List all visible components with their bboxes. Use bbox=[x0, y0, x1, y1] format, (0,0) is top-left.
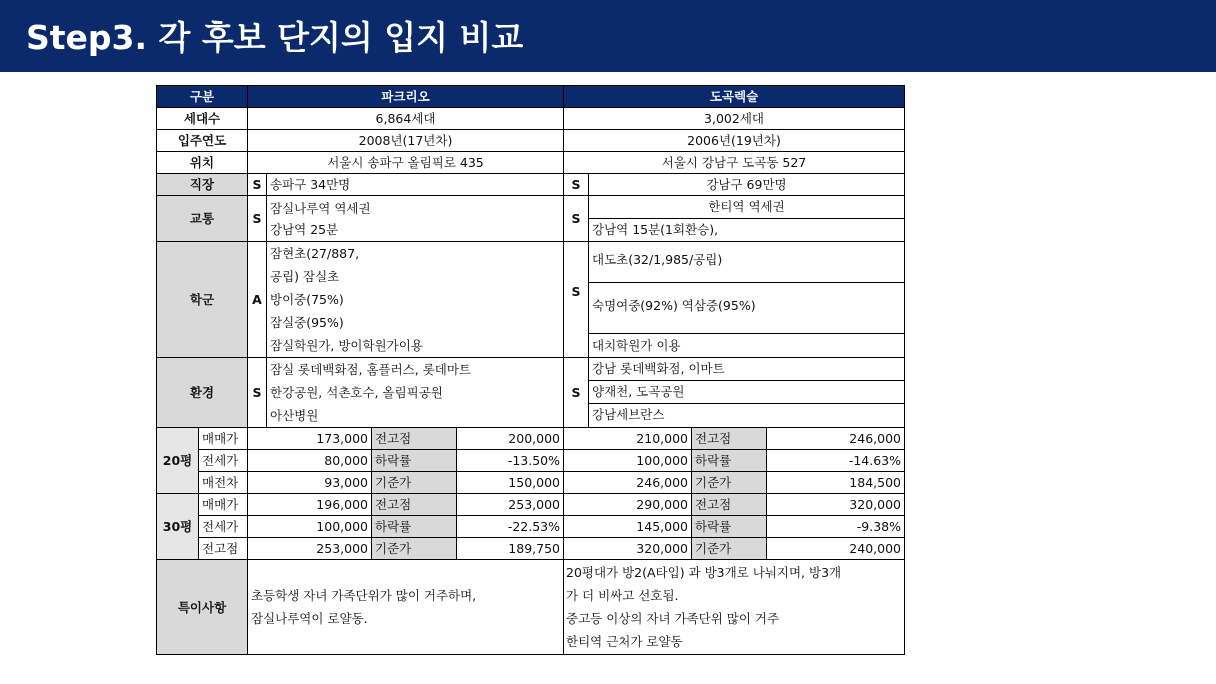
price-a-key: 전고점 bbox=[372, 428, 457, 450]
col-category: 구분 bbox=[157, 86, 248, 108]
env-a-line2: 한강공원, 석촌호수, 올림픽공원 bbox=[270, 385, 443, 400]
price-a-key: 기준가 bbox=[372, 472, 457, 494]
price-a-key-value: 253,000 bbox=[457, 494, 564, 516]
price-a-value: 253,000 bbox=[248, 538, 372, 560]
school-b-line3: 대치학원가 이용 bbox=[592, 338, 681, 353]
price-b-key-value: 184,500 bbox=[767, 472, 905, 494]
notes-b-line2: 가 더 비싸고 선호됨. bbox=[566, 588, 679, 603]
price-row bbox=[157, 538, 905, 560]
price-a-key: 전고점 bbox=[372, 494, 457, 516]
transport-b-line1: 한티역 역세권 bbox=[589, 196, 904, 219]
price-a-value: 80,000 bbox=[248, 450, 372, 472]
location-a: 서울시 송파구 올림픽로 435 bbox=[248, 152, 564, 174]
price-b-key: 하락률 bbox=[692, 516, 767, 538]
price-key: 매전차 bbox=[199, 472, 248, 494]
price-a-key-value: 189,750 bbox=[457, 538, 564, 560]
grade-work-b: S bbox=[564, 174, 589, 195]
price-b-value: 290,000 bbox=[564, 494, 692, 516]
price-key: 매매가 bbox=[199, 428, 248, 450]
transport-a-line1: 잠실나루역 역세권 bbox=[270, 200, 371, 216]
price-b-key: 기준가 bbox=[692, 538, 767, 560]
price-b-key: 전고점 bbox=[692, 494, 767, 516]
price-row bbox=[157, 494, 905, 516]
households-a: 6,864세대 bbox=[248, 108, 564, 130]
row-school bbox=[157, 242, 905, 358]
label-households: 세대수 bbox=[157, 108, 248, 130]
price-a-key-value: 150,000 bbox=[457, 472, 564, 494]
price-b-key-value: 240,000 bbox=[767, 538, 905, 560]
price-a-value: 173,000 bbox=[248, 428, 372, 450]
school-b-line1: 대도초(32/1,985/공립) bbox=[589, 242, 904, 283]
price-b-key-value: -14.63% bbox=[767, 450, 905, 472]
notes-a-line2: 잠실나루역이 로얄동. bbox=[251, 611, 368, 626]
price-a-key-value: -13.50% bbox=[457, 450, 564, 472]
school-a-line2: 공립) 잠실초 bbox=[270, 269, 340, 284]
grade-school-b: S bbox=[564, 242, 589, 357]
price-key: 매매가 bbox=[199, 494, 248, 516]
label-20py: 20평 bbox=[157, 428, 199, 494]
env-a-line3: 아산병원 bbox=[270, 408, 319, 423]
price-a-key: 기준가 bbox=[372, 538, 457, 560]
price-b-value: 145,000 bbox=[564, 516, 692, 538]
work-b: 강남구 69만명 bbox=[706, 177, 787, 192]
move-in-b: 2006년(19년차) bbox=[564, 130, 905, 152]
label-move-in: 입주연도 bbox=[157, 130, 248, 152]
price-a-value: 196,000 bbox=[248, 494, 372, 516]
row-transport bbox=[157, 196, 905, 242]
price-a-value: 93,000 bbox=[248, 472, 372, 494]
price-row bbox=[157, 450, 905, 472]
households-b: 3,002세대 bbox=[564, 108, 905, 130]
notes-b-line4: 한티역 근처가 로얄동 bbox=[566, 634, 683, 649]
price-b-key-value: 320,000 bbox=[767, 494, 905, 516]
comparison-table bbox=[156, 85, 905, 655]
grade-transport-a: S bbox=[248, 196, 267, 242]
price-row bbox=[157, 428, 905, 450]
school-a-line4: 잠실중(95%) bbox=[270, 315, 344, 330]
page-title: Step3. 각 후보 단지의 입지 비교 bbox=[26, 18, 524, 57]
env-b-line3: 강남세브란스 bbox=[592, 407, 665, 422]
price-b-key: 하락률 bbox=[692, 450, 767, 472]
grade-env-b: S bbox=[564, 358, 589, 427]
row-work bbox=[157, 174, 905, 196]
price-b-key-value: 246,000 bbox=[767, 428, 905, 450]
header-bar bbox=[0, 0, 1216, 72]
price-a-key-value: 200,000 bbox=[457, 428, 564, 450]
price-key: 전세가 bbox=[199, 516, 248, 538]
transport-a-line2: 강남역 25분 bbox=[270, 221, 339, 237]
work-a: 송파구 34만명 bbox=[267, 174, 564, 196]
notes-b-line1: 20평대가 방2(A타입) 과 방3개로 나눠지며, 방3개 bbox=[566, 565, 842, 580]
header-row bbox=[157, 86, 905, 108]
label-school: 학군 bbox=[157, 242, 248, 358]
price-b-key-value: -9.38% bbox=[767, 516, 905, 538]
row-environment bbox=[157, 358, 905, 428]
price-key: 전고점 bbox=[199, 538, 248, 560]
col-complex-a: 파크리오 bbox=[248, 86, 564, 108]
move-in-a: 2008년(17년차) bbox=[248, 130, 564, 152]
price-b-value: 100,000 bbox=[564, 450, 692, 472]
row-notes bbox=[157, 560, 905, 655]
row-location bbox=[157, 152, 905, 174]
label-work: 직장 bbox=[157, 174, 248, 196]
location-b: 서울시 강남구 도곡동 527 bbox=[564, 152, 905, 174]
price-b-value: 210,000 bbox=[564, 428, 692, 450]
col-complex-b: 도곡렉슬 bbox=[564, 86, 905, 108]
school-a-line1: 잠현초(27/887, bbox=[270, 246, 360, 261]
school-a-line3: 방이중(75%) bbox=[270, 292, 344, 307]
price-a-value: 100,000 bbox=[248, 516, 372, 538]
row-households bbox=[157, 108, 905, 130]
price-b-key: 기준가 bbox=[692, 472, 767, 494]
label-environment: 환경 bbox=[157, 358, 248, 428]
grade-transport-b: S bbox=[564, 196, 589, 241]
price-b-key: 전고점 bbox=[692, 428, 767, 450]
label-notes: 특이사항 bbox=[157, 560, 248, 655]
row-move-in bbox=[157, 130, 905, 152]
price-key: 전세가 bbox=[199, 450, 248, 472]
price-a-key: 하락률 bbox=[372, 516, 457, 538]
grade-env-a: S bbox=[248, 358, 267, 428]
price-b-value: 320,000 bbox=[564, 538, 692, 560]
price-a-key: 하락률 bbox=[372, 450, 457, 472]
label-transport: 교통 bbox=[157, 196, 248, 242]
price-a-key-value: -22.53% bbox=[457, 516, 564, 538]
label-location: 위치 bbox=[157, 152, 248, 174]
notes-b-line3: 중고등 이상의 자녀 가족단위 많이 거주 bbox=[566, 611, 780, 626]
grade-school-a: A bbox=[248, 242, 267, 358]
price-b-value: 246,000 bbox=[564, 472, 692, 494]
env-a-line1: 잠실 롯데백화점, 홈플러스, 롯데마트 bbox=[270, 362, 471, 377]
notes-a-line1: 초등학생 자녀 가족단위가 많이 거주하며, bbox=[251, 588, 477, 603]
grade-work-a: S bbox=[248, 174, 267, 196]
env-b-line2: 양재천, 도곡공원 bbox=[589, 381, 904, 404]
label-30py: 30평 bbox=[157, 494, 199, 560]
price-row bbox=[157, 472, 905, 494]
school-a-line5: 잠실학원가, 방이학원가이용 bbox=[270, 338, 423, 353]
transport-b-line2: 강남역 15분(1회환승), bbox=[592, 222, 719, 237]
env-b-line1: 강남 롯데백화점, 이마트 bbox=[589, 358, 904, 381]
price-row bbox=[157, 516, 905, 538]
school-b-line2: 숙명여중(92%) 역삼중(95%) bbox=[589, 283, 904, 334]
